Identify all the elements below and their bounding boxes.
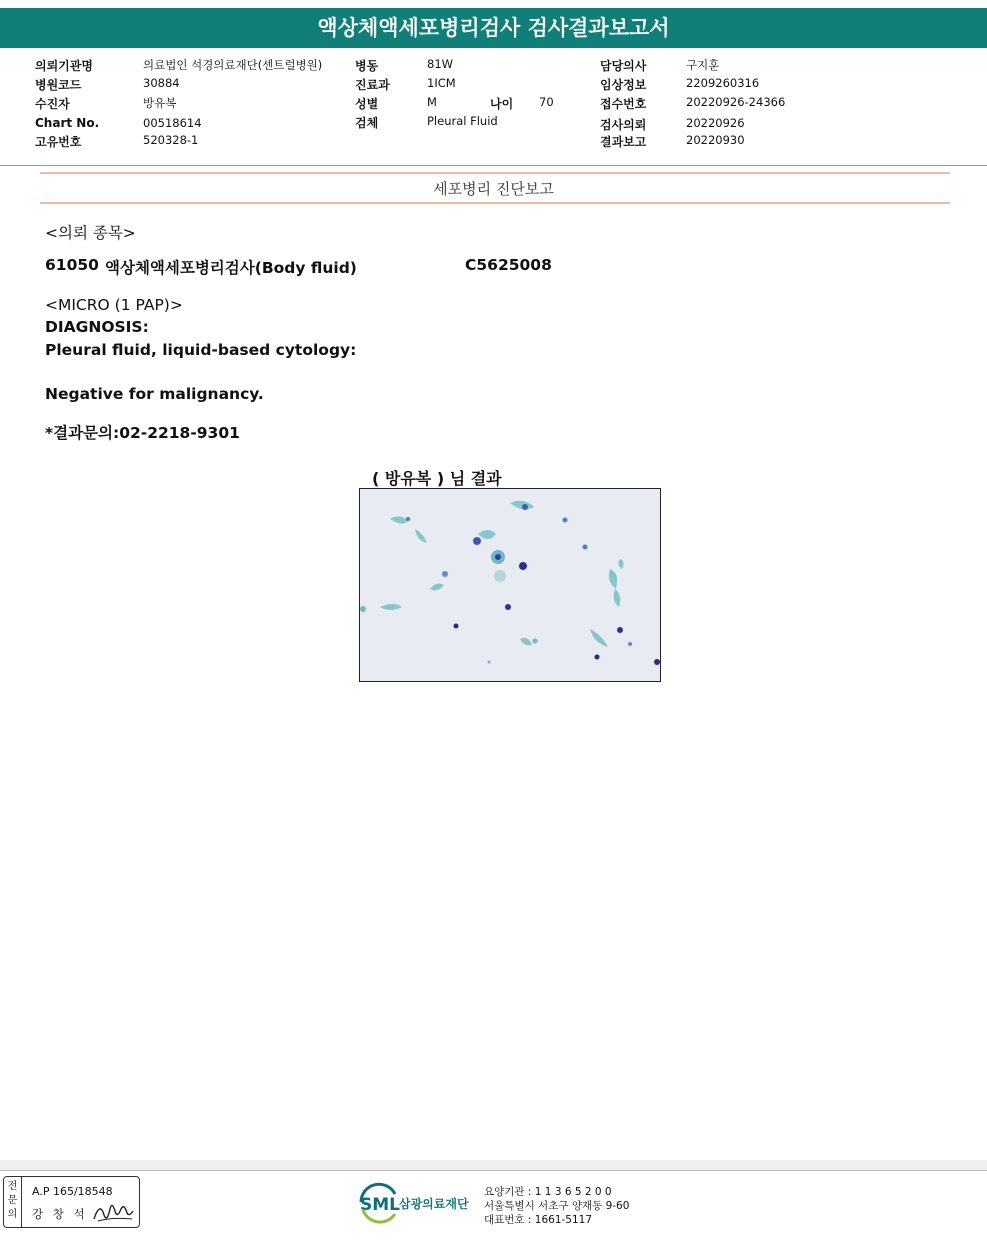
hospital-code-label: 병원코드: [35, 78, 82, 92]
specimen-value: Pleural Fluid: [427, 114, 498, 128]
institution-label: 의뢰기관명: [35, 59, 93, 73]
age-value: 70: [539, 95, 554, 109]
section-rule-top: [40, 172, 950, 174]
clinical-value: 2209260316: [686, 76, 760, 90]
unique-id-value: 520328-1: [143, 133, 199, 147]
sex-value: M: [427, 95, 437, 109]
stamp-ap-number: A.P 165/18548: [32, 1185, 113, 1198]
contact-line: *결과문의:02-2218-9301: [45, 424, 240, 442]
clinical-label: 임상정보: [600, 78, 647, 92]
dept-value: 1ICM: [427, 76, 456, 90]
stamp-name: 강 창 석: [32, 1207, 88, 1221]
stamp-side-label: 전문의: [4, 1177, 22, 1227]
section-rule-bottom: [40, 202, 950, 204]
cytology-image-graphic: [360, 489, 660, 681]
footer-divider: [0, 1170, 987, 1171]
test-id: C5625008: [465, 256, 552, 274]
address-line: 서울특별시 서초구 양재동 9-60: [484, 1200, 630, 1212]
unique-id-label: 고유번호: [35, 135, 82, 149]
section-title: 세포병리 진단보고: [433, 180, 554, 198]
logo-name: 삼광의료재단: [399, 1197, 469, 1211]
dept-label: 진료과: [355, 78, 390, 92]
sex-label: 성별: [355, 97, 379, 111]
ward-value: 81W: [427, 57, 454, 71]
ward-label: 병동: [355, 59, 379, 73]
request-heading: <의뢰 종목>: [45, 224, 136, 242]
institution-value: 의료법인 석경의료재단(센트럴병원): [143, 58, 323, 72]
patient-label: 수진자: [35, 97, 70, 111]
test-code: 61050: [45, 256, 99, 274]
pathologist-stamp: [3, 1176, 140, 1228]
age-label: 나이: [490, 97, 514, 111]
request-date-label: 검사의뢰: [600, 118, 647, 132]
signature-icon: [92, 1199, 136, 1225]
cytology-image: [359, 488, 661, 682]
test-name: 액상체액세포병리검사(Body fluid): [105, 259, 357, 277]
specimen-label: 검체: [355, 116, 379, 130]
request-date-value: 20220926: [686, 116, 745, 130]
result-line: Negative for malignancy.: [45, 385, 264, 403]
header-divider: [0, 165, 987, 166]
institution-code-line: 요양기관 : 1 1 3 6 5 2 0 0: [484, 1186, 612, 1198]
micro-heading: <MICRO (1 PAP)>: [45, 296, 183, 314]
receipt-label: 접수번호: [600, 97, 647, 111]
doctor-label: 담당의사: [600, 59, 647, 73]
photo-caption: ( 방유복 ) 님 결과: [372, 469, 502, 488]
result-date-label: 결과보고: [600, 135, 647, 149]
logo-mark: SML: [360, 1195, 400, 1215]
specimen-line: Pleural fluid, liquid-based cytology:: [45, 341, 357, 359]
receipt-value: 20220926-24366: [686, 95, 786, 109]
phone-line: 대표번호 : 1661-5117: [484, 1214, 593, 1226]
diagnosis-label: DIAGNOSIS:: [45, 318, 149, 336]
footer-band: [0, 1160, 987, 1170]
report-title: 액상체액세포병리검사 검사결과보고서: [0, 8, 987, 48]
hospital-code-value: 30884: [143, 76, 180, 90]
patient-value: 방유복: [143, 96, 177, 110]
chart-label: Chart No.: [35, 116, 100, 130]
chart-value: 00518614: [143, 116, 202, 130]
result-date-value: 20220930: [686, 133, 745, 147]
doctor-value: 구지훈: [686, 58, 720, 72]
